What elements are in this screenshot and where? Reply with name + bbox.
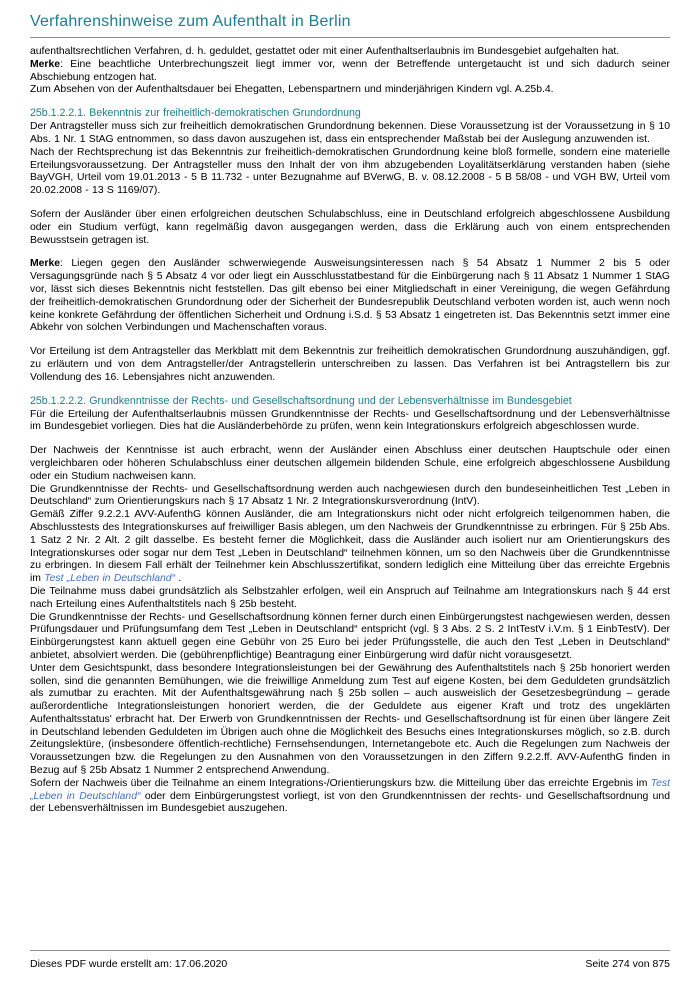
paragraph [30,409,670,435]
text-run: Nach der Rechtsprechung ist das Bekenntnis zur freiheitlich-demokratischen Grundordnung keine bloß formelle, sondern eine materielle Erteilungsvoraussetzung. Der Antragsteller muss den Inhalt der von ihm abzugebenden Loyalitätserklärung verstanden haben (siehe BayVGH, Urteil vom 19.01.2013 - 5 B 11.732 - unter Bezugnahme auf BVerwG, B. v. 08.12.2008 - 5 B 58/08 - und VGH BW, Urteil vom 20.02.2008 - 13 S 1169/07). [30,146,670,197]
text-run: 25b.1.2.2.2. Grundkenntnisse der Rechts- und Gesellschaftsordnung und der Lebensverhältnisse im Bundesgebiet [30,394,572,407]
paragraph [30,778,670,816]
text-run: . [175,573,182,585]
text-run: Unter dem Gesichtspunkt, dass besondere Integrationsleistungen bei der Gewährung des Aufenthaltstitels nach § 25b honoriert werden sollen, sind die genannten Bemühungen, wie die freiwillige Anmeldung zum Test auf eigene Kosten, bei dem Geduldeten grundsätzlich als zumutbar zu erachten. Mit der Aufenthaltsgewährung nach § 25b sollen – auch ausweislich der Gesetzesbegründung – gerade außerordentliche Integrationsleistungen honoriert werden, die der Geduldete aus eigener Kraft und trotz des ungeklärten Aufenthaltsstatus' erbracht hat. Der Erwerb von Grundkenntnissen der Rechts- und Gesellschaftsordnung ist für einen über längere Zeit in Deutschland lebenden Geduldeten im Übrigen auch ohne die Möglichkeit des Besuchs eines Integrationskurses möglich, so z.B. durch Zeitungslektüre, (insbesondere öffentlich-rechtliche) Fernsehsendungen, Internetangebote etc. Auch die Regelungen zum Nachweis der Voraussetzungen bzw. die Regelungen zu den Ausnahmen von den Voraussetzungen in den Ziffern 9.2.2.ff. AVV-AufenthG finden in Bezug auf § 25b Absatz 1 Nummer 2 entsprechend Anwendung. [30,662,670,777]
paragraph [30,121,670,147]
text-run: Sofern der Nachweis über die Teilnahme an einem Integrations-/Orientierungskurs bzw. die Mitteilung über das erreichte Ergebnis im [30,777,651,789]
text-run: : Liegen gegen den Ausländer schwerwiegende Ausweisungsinteressen nach § 54 Absatz 1 Nummer 2 bis 5 oder Versagungsgründe nach § 5 Absatz 4 vor oder liegt ein Ausschlusstatbestand für die Einbürgerung nach § 11 Absatz 1 Nummer 1 StAG vor, lässt sich dieses Bekenntnis nicht feststellen. Das gilt ebenso bei einer Mitgliedschaft in einer Vereinigung, die wegen Gefährdung der freiheitlich-demokratischen Grundordnung oder der Sicherheit der Bundesrepublik Deutschland verboten worden ist, auch wenn noch keine konkrete Gefährdung der öffentlichen Sicherheit und Ordnung i.S.d. § 53 Absatz 1 eingetreten ist. Das Bekenntnis setzt immer eine Abkehr von solchen Verbindungen und Machenschaften voraus. [30,258,670,334]
title-divider [30,37,670,38]
emphasis-text: Merke [30,58,61,70]
paragraph [30,209,670,247]
footer-created-date: Dieses PDF wurde erstellt am: 17.06.2020 [30,958,228,970]
text-run: aufenthaltsrechtlichen Verfahren, d. h. geduldet, gestattet oder mit einer Aufenthaltserlaubnis im Bundesgebiet aufgehalten hat. [30,46,620,57]
text-run: Sofern der Ausländer über einen erfolgreichen deutschen Schulabschluss, eine in Deutschland erfolgreich abgeschlossene Ausbildung oder ein Studium verfügt, kann regelmäßig davon ausgegangen werden, dass die Erklärung auch von einem entsprechenden Bewusstsein getragen ist. [30,208,670,246]
text-run: 25b.1.2.2.1. Bekenntnis zur freiheitlich-demokratischen Grundordnung [30,107,361,120]
inline-link[interactable]: Test „Leben in Deutschland“ [44,573,176,585]
section-heading [30,395,670,408]
paragraph [30,663,670,778]
text-run: Vor Erteilung ist dem Antragsteller das Merkblatt mit dem Bekenntnis zur freiheitlich demokratischen Grundordnung auszuhändigen, ggf. zu erläutern und von dem Antragsteller/der Antragstellerin unterschreiben zu lassen. Das Verfahren ist bei Antragstellern bis zur Vollendung des 16. Lebensjahres nicht anzuwenden. [30,346,670,383]
paragraph [30,484,670,510]
paragraph [30,59,670,85]
text-run: Die Grundkenntnisse der Rechts- und Gesellschaftsordnung können ferner durch einen Einbürgerungstest nachgewiesen werden, dessen Prüfungsdauer und Prüfungsumfang dem Test „Leben in Deutschland“ entspricht (vgl. § 3 Abs. 2 S. 2 IntTestV i.V.m. § 1 EinbTestV). Der Einbürgerungstest kann aktuell gegen eine Gebühr von 25 Euro bei jeder Prüfungsstelle, die auch den Test „Leben in Deutschland“ anbietet, absolviert werden. Die (gebührenpflichtige) Beantragung einer Einbürgerung wird dafür nicht vorausgesetzt. [30,611,670,661]
paragraph [30,258,670,335]
text-run: Gemäß Ziffer 9.2.2.1 AVV-AufenthG können Ausländer, die am Integrationskurs nicht oder nicht erfolgreich teilgenommen haben, die Abschlusstests des Integrationskurses auf freiwilliger Basis ablegen, um den Nachweis der Grundkenntnisse zu erbringen. Für § 25b Abs. 1 Satz 2 Nr. 2 Alt. 2 gilt dasselbe. Es besteht ferner die Möglichkeit, dass die Ausländer auch isoliert nur am Orientierungskurs des Integrationskurses oder sogar nur dem Test „Leben in Deutschland“ teilnehmen können, um so den Nachweis über die Grundkenntnisse zu erbringen. In diesem Fall erhält der Teilnehmer kein Abschlusszertifikat, sondern lediglich eine Mitteilung über das erreichte Ergebnis im [30,509,670,585]
text-run: Die Teilnahme muss dabei grundsätzlich als Selbstzahler erfolgen, weil ein Anspruch auf Teilnahme am Integrationskurs nach § 44 erst nach Erteilung eines Aufenthaltstitels nach § 25b besteht. [30,585,670,610]
paragraph [30,445,670,483]
footer-page-number: Seite 274 von 875 [585,958,670,970]
text-run: Für die Erteilung der Aufenthaltserlaubnis müssen Grundkenntnisse der Rechts- und Gesellschaftsordnung und der Lebensverhältnisse im Bundesgebiet vorliegen. Dies hat die Ausländerbehörde zu prüfen, wenn kein Integrationskurs erfolgreich abgeschlossen wurde. [30,408,670,433]
text-run: Der Antragsteller muss sich zur freiheitlich demokratischen Grundordnung bekennen. Diese Voraussetzung ist der Voraussetzung in § 10 Abs. 1 Nr. 1 StAG entnommen, so dass davon auszugehen ist, dass ein entsprechender Maßstab bei der Auslegung anzuwenden ist. [30,121,670,145]
emphasis-text: Merke [30,258,61,270]
inline-link[interactable]: Test „Leben in Deutschland“ [30,777,670,802]
page-title: Verfahrenshinweise zum Aufenthalt in Berlin [30,13,351,30]
text-run: oder dem Einbürgerungstest vorliegt, ist von den Grundkenntnissen der rechts- und Gesellschaftsordnung und der Lebensverhältnissen im Bundesgebiet auszugehen. [30,790,670,815]
text-run: : Eine beachtliche Unterbrechungszeit liegt immer vor, wenn der Betreffende untergetaucht ist und sich dadurch seiner Abschiebung entzogen hat. [30,58,670,83]
paragraph [30,346,670,384]
paragraph [30,612,670,663]
paragraph [30,46,670,59]
paragraph [30,147,670,198]
text-run: Zum Absehen von der Aufenthaltsdauer bei Ehegatten, Lebenspartnern und minderjährigen Kindern vgl. A.25b.4. [30,84,554,96]
paragraph [30,509,670,586]
paragraph [30,586,670,612]
document-body [30,46,670,816]
text-run: Die Grundkenntnisse der Rechts- und Gesellschaftsordnung werden auch nachgewiesen durch den bundeseinheitlichen Test „Leben in Deutschland“ zum Orientierungskurs nach § 17 Absatz 1 Nr. 2 Integrationskursverordnung (IntV). [30,483,670,508]
section-heading [30,107,670,120]
paragraph [30,84,670,97]
text-run: Der Nachweis der Kenntnisse ist auch erbracht, wenn der Ausländer einen Abschluss einer deutschen Hauptschule oder einen vergleichbaren oder höheren Schulabschluss einer deutschen allgemein bildenden Schule, eine erfolgreich abgeschlossene Ausbildung oder ein Studium nachweisen kann. [30,445,670,482]
page-footer [30,950,670,970]
